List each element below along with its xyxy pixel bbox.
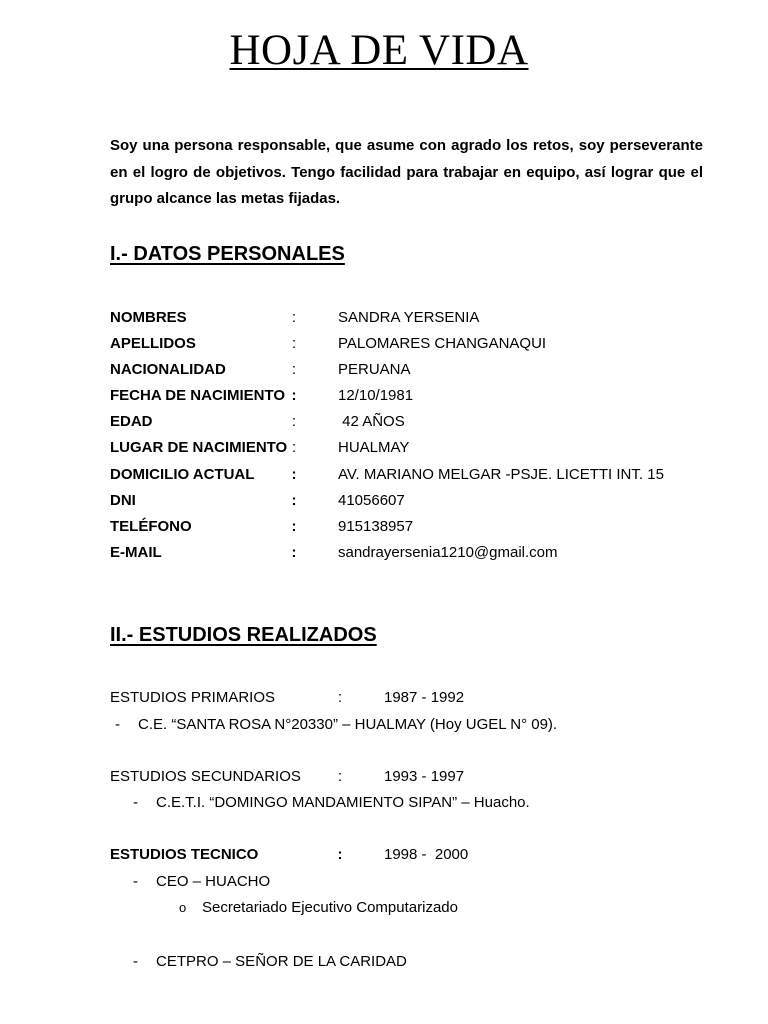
study-row-technical xyxy=(110,842,670,868)
section-heading-personal-data: I.- DATOS PERSONALES xyxy=(110,243,345,265)
personal-row-surnames xyxy=(110,331,730,357)
field-colon: : xyxy=(291,335,297,352)
field-label: DOMICILIO ACTUAL xyxy=(110,466,255,483)
field-value: 42 AÑOS xyxy=(338,413,405,430)
field-label: NACIONALIDAD xyxy=(110,361,226,378)
study-years: 1987 - 1992 xyxy=(384,689,465,706)
circle-bullet: o xyxy=(179,900,187,915)
intro-paragraph: Soy una persona responsable, que asume con agrado los retos, soy perseverante en el logro de objetivos. Tengo facilidad para trabajar en equipo, así lograr que el grupo alcance las metas fijadas. xyxy=(110,137,703,207)
personal-row-names xyxy=(110,305,730,331)
field-value: SANDRA YERSENIA xyxy=(338,309,480,326)
field-label: TELÉFONO xyxy=(110,518,192,535)
field-value: PERUANA xyxy=(338,361,411,378)
dash-bullet: - xyxy=(115,716,120,733)
field-value: HUALMAY xyxy=(338,439,410,456)
field-colon: : xyxy=(291,466,297,483)
personal-row-dni xyxy=(110,488,730,514)
field-value: AV. MARIANO MELGAR -PSJE. LICETTI INT. 15 xyxy=(338,466,664,483)
field-label: APELLIDOS xyxy=(110,335,196,352)
study-label: ESTUDIOS PRIMARIOS xyxy=(110,689,276,706)
study-years: 1993 - 1997 xyxy=(384,768,465,785)
section-heading-studies: II.- ESTUDIOS REALIZADOS xyxy=(110,624,377,646)
field-colon: : xyxy=(291,387,297,404)
field-label: DNI xyxy=(110,492,136,509)
field-value: 41056607 xyxy=(338,492,405,509)
personal-row-birth-date xyxy=(110,383,730,409)
field-label: LUGAR DE NACIMIENTO xyxy=(110,439,288,456)
field-label: E-MAIL xyxy=(110,544,162,561)
field-colon: : xyxy=(291,518,297,535)
personal-row-email xyxy=(110,540,730,566)
study-years: 1998 - 2000 xyxy=(384,846,469,863)
field-colon: : xyxy=(291,361,297,378)
study-row-secondary xyxy=(110,764,670,790)
personal-row-nationality xyxy=(110,357,730,383)
field-value: 12/10/1981 xyxy=(338,387,414,404)
dash-bullet: - xyxy=(133,873,138,890)
dash-bullet: - xyxy=(133,953,138,970)
page-title: HOJA DE VIDA xyxy=(229,27,529,74)
study-label: ESTUDIOS TECNICO xyxy=(110,846,259,863)
field-value: sandrayersenia1210@gmail.com xyxy=(338,544,558,561)
field-colon: : xyxy=(291,492,297,509)
field-label: NOMBRES xyxy=(110,309,187,326)
study-colon: : xyxy=(337,689,343,706)
field-colon: : xyxy=(291,544,297,561)
field-colon: : xyxy=(291,309,297,326)
field-colon: : xyxy=(291,439,297,456)
personal-row-address xyxy=(110,462,730,488)
dash-bullet: - xyxy=(133,794,138,811)
study-colon: : xyxy=(337,768,343,785)
field-value: PALOMARES CHANGANAQUI xyxy=(338,335,547,352)
personal-row-age xyxy=(110,409,730,435)
school-name: C.E.T.I. “DOMINGO MANDAMIENTO SIPAN” – Huacho. xyxy=(156,794,530,811)
field-value: 915138957 xyxy=(338,518,414,535)
study-row-primary xyxy=(110,685,670,711)
personal-row-phone xyxy=(110,514,730,540)
study-colon: : xyxy=(337,846,343,863)
study-label: ESTUDIOS SECUNDARIOS xyxy=(110,768,301,785)
field-colon: : xyxy=(291,413,297,430)
field-label: FECHA DE NACIMIENTO xyxy=(110,387,286,404)
personal-row-birthplace xyxy=(110,435,730,461)
field-label: EDAD xyxy=(110,413,153,430)
school-name: C.E. “SANTA ROSA N°20330” – HUALMAY (Hoy UGEL N° 09). xyxy=(138,716,558,733)
program-name: Secretariado Ejecutivo Computarizado xyxy=(202,899,458,916)
school-name: CETPRO – SEÑOR DE LA CARIDAD xyxy=(156,953,407,970)
school-name: CEO – HUACHO xyxy=(156,873,271,890)
